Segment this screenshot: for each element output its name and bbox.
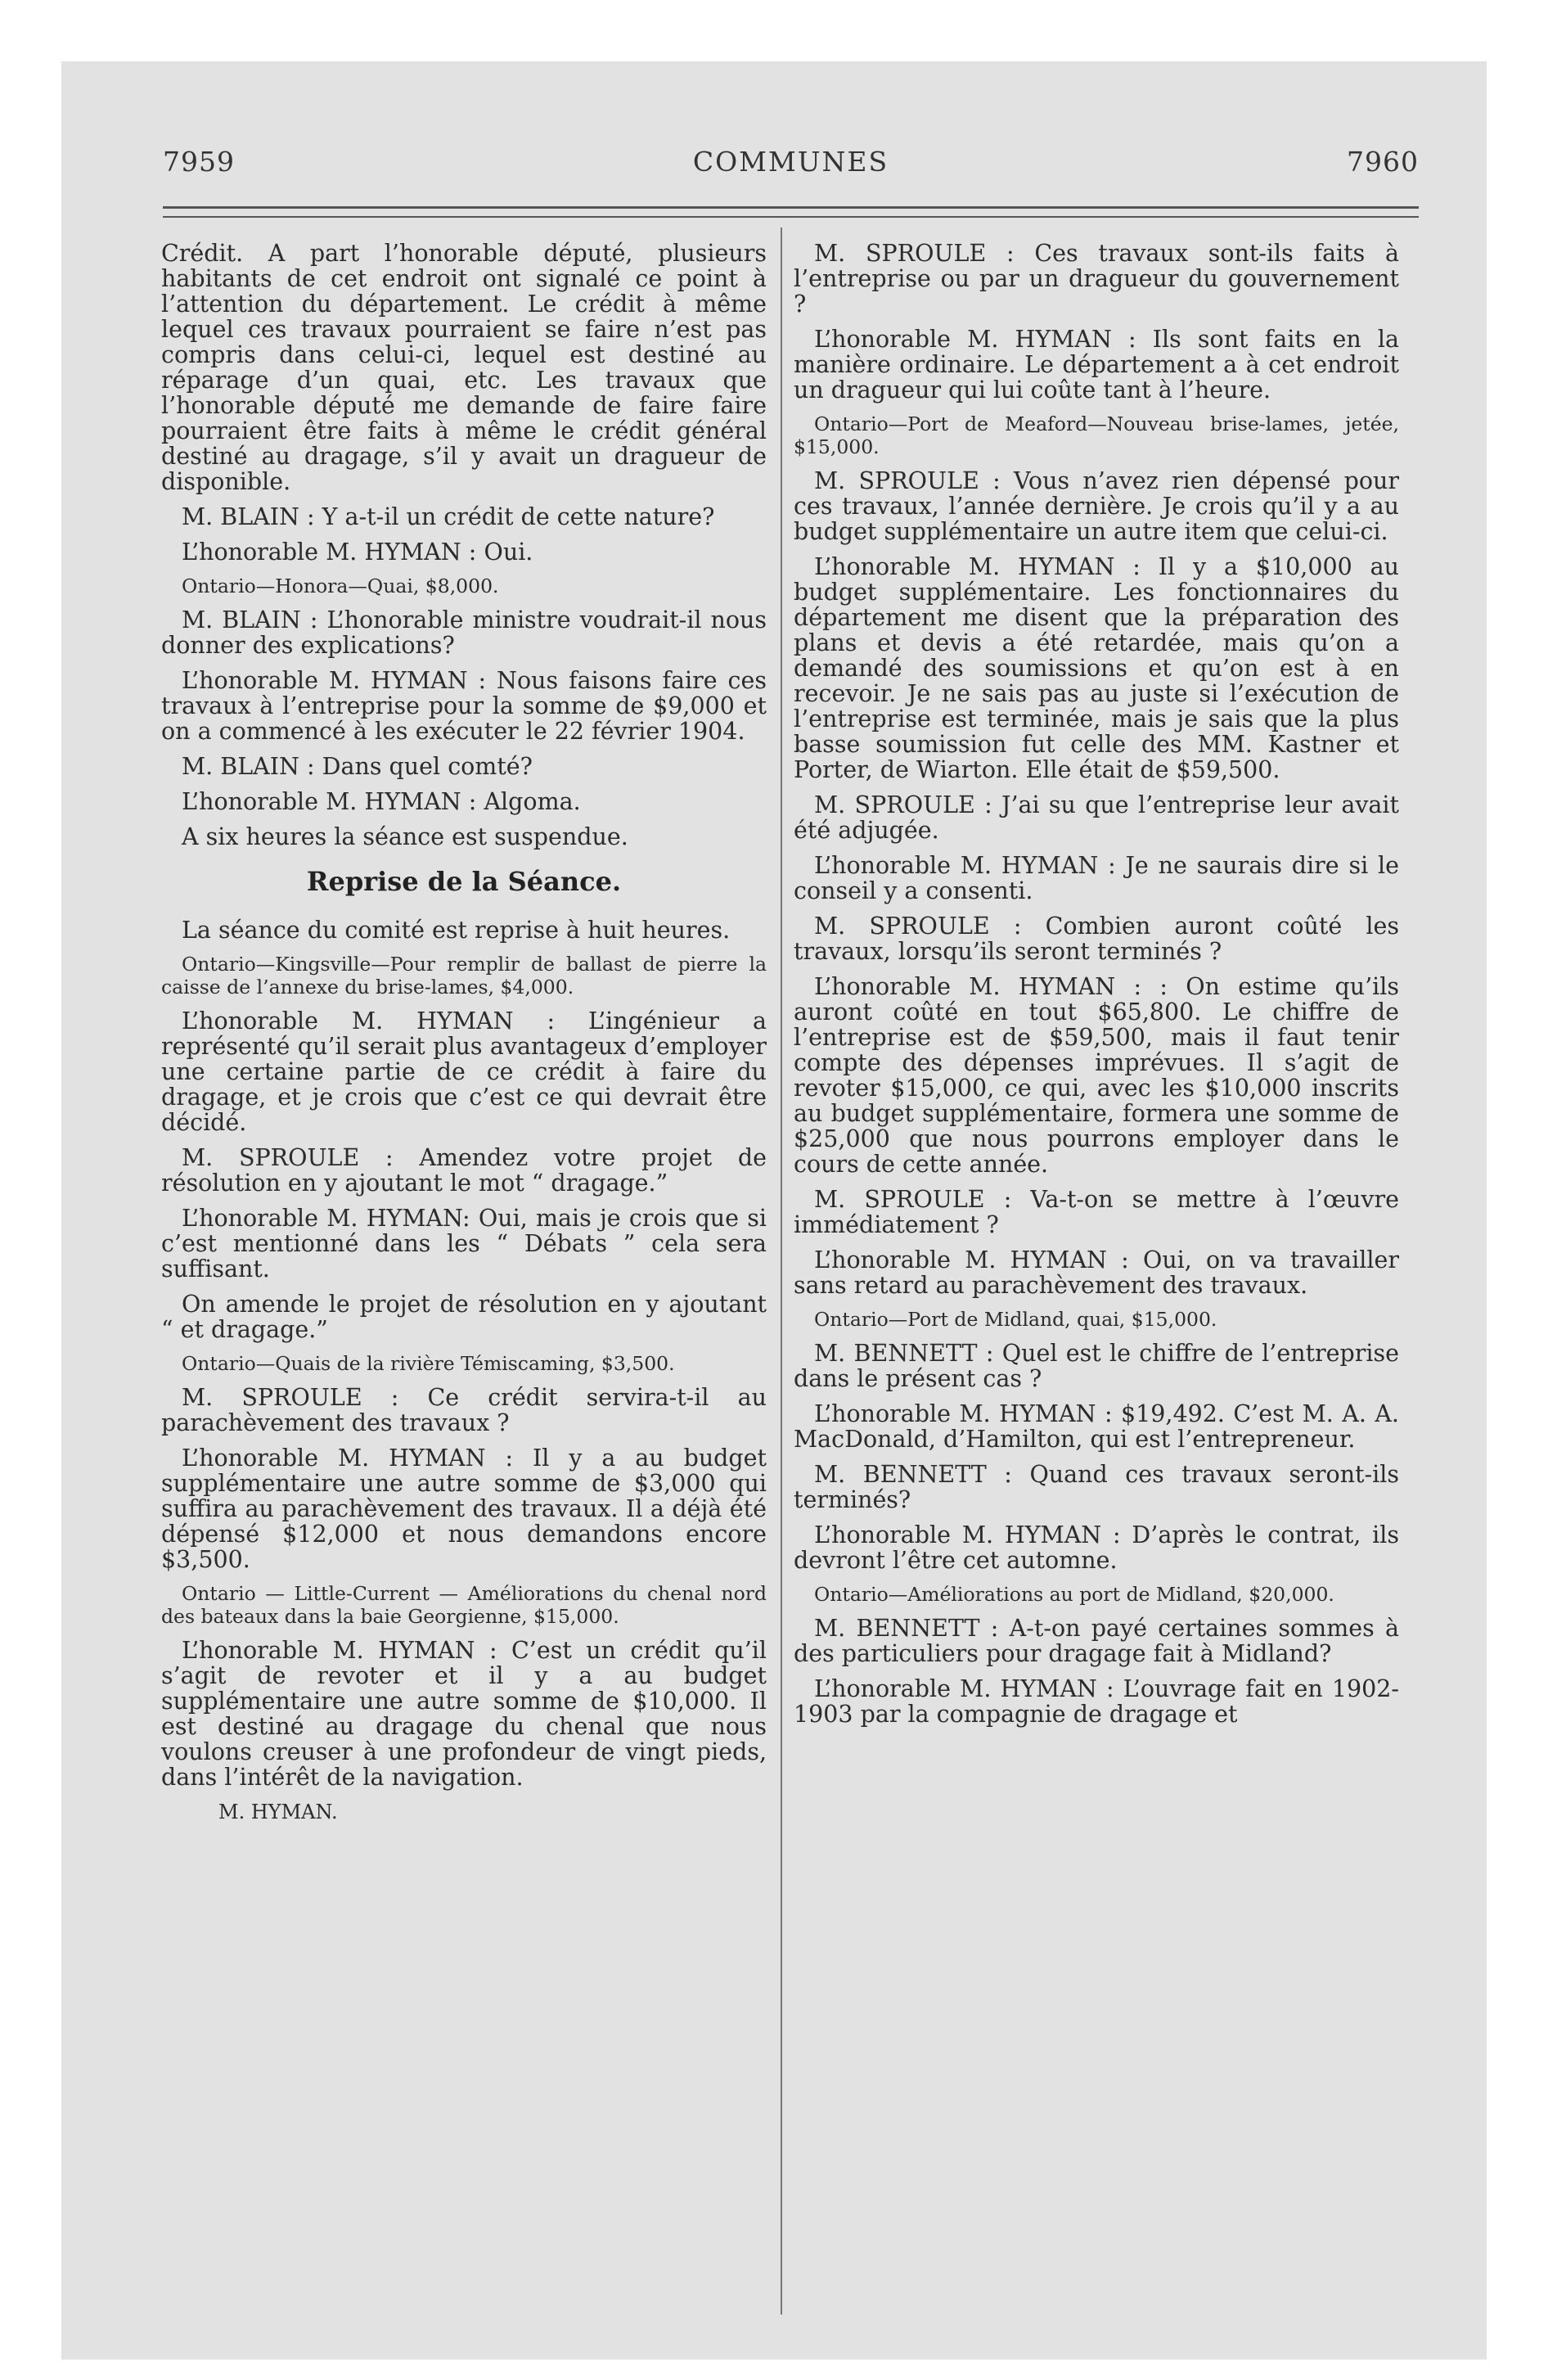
right-column [794, 241, 1399, 1737]
section-heading: Reprise de la Séance. [306, 866, 622, 897]
paragraph: L’honorable M. HYMAN : C’est un crédit qu’il s’agit de revoter et il y a au budget supplémentaire une autre somme de $10,000. Il est destiné au dragage du chenal que nous voulons creuser à une profondeur de vingt pieds, dans l’intérêt de la navigation. [161, 1637, 767, 1791]
budget-item: Ontario—Honora—Quai, $8,000. [182, 575, 499, 597]
signature: M. HYMAN. [218, 1801, 338, 1823]
paragraph: L’honorable M. HYMAN : Algoma. [182, 788, 581, 815]
paragraph: A six heures la séance est suspendue. [182, 823, 628, 850]
paragraph: L’honorable M. HYMAN : Il y a $10,000 au budget supplémentaire. Les fonctionnaires du département me disent que la préparation des plans et devis a été retardée, mais qu’on a demandé des soumissions et qu’on est à en recevoir. Je ne sais pas au juste si l’exécution de l’entreprise est terminée, mais je sais que la plus basse soumission fut celle des MM. Kastner et Porter, de Wiarton. Elle était de $59,500. [794, 553, 1399, 783]
paragraph: L’honorable M. HYMAN : Je ne saurais dire si le conseil y a consenti. [794, 852, 1399, 904]
paragraph: L’honorable M. HYMAN : L’ingénieur a représenté qu’il serait plus avantageux d’employer une certaine partie de ce crédit à faire du dragage, et je crois que c’est ce qui devrait être décidé. [161, 1007, 767, 1136]
paragraph: L’honorable M. HYMAN : Nous faisons faire ces travaux à l’entreprise pour la somme de $9,000 et on a commencé à les exécuter le 22 février 1904. [161, 667, 767, 745]
paragraph: L’honorable M. HYMAN : : On estime qu’ils auront coûté en tout $65,800. Le chiffre de l’entreprise est de $59,500, mais il faut tenir compte des dépenses imprévues. Il s’agit de revoter $15,000, ce qui, avec les $10,000 inscrits au budget supplémentaire, formera une somme de $25,000 que nous pourrons employer dans le cours de cette année. [794, 973, 1399, 1178]
paragraph: M. BENNETT : A-t-on payé certaines sommes à des particuliers pour dragage fait à Midland? [794, 1615, 1399, 1667]
budget-item: Ontario—Kingsville—Pour remplir de ballast de pierre la caisse de l’annexe du brise-lames, $4,000. [161, 953, 767, 998]
paragraph: M. BLAIN : L’honorable ministre voudrait-il nous donner des explications? [161, 606, 767, 659]
paragraph: M. SPROULE : Amendez votre projet de résolution en y ajoutant le mot “ dragage.” [161, 1144, 767, 1197]
budget-item: Ontario—Quais de la rivière Témiscaming, $3,500. [182, 1352, 675, 1375]
paragraph: L’honorable M. HYMAN : Oui, on va travailler sans retard au parachèvement des travaux. [794, 1246, 1399, 1299]
paragraph: L’honorable M. HYMAN: Oui, mais je crois que si c’est mentionné dans les “ Débats ” cela sera suffisant. [161, 1205, 767, 1282]
paragraph: M. BLAIN : Dans quel comté? [182, 753, 533, 780]
paragraph: M. SPROULE : Ces travaux sont-ils faits à l’entreprise ou par un dragueur du gouvernement ? [794, 240, 1399, 318]
paragraph: Crédit. A part l’honorable député, plusieurs habitants de cet endroit ont signalé ce point à l’attention du département. Le crédit à même lequel ces travaux pourraient se faire n’est pas compris dans celui-ci, lequel est destiné au réparage d’un quai, etc. Les travaux que l’honorable député me demande de faire faire pourraient être faits à même le crédit général destiné au dragage, s’il y avait un dragueur de disponible. [161, 240, 767, 495]
paragraph: On amende le projet de résolution en y ajoutant “ et dragage.” [161, 1291, 767, 1343]
budget-item: Ontario—Port de Midland, quai, $15,000. [814, 1308, 1217, 1331]
paragraph: M. SPROULE : Combien auront coûté les travaux, lorsqu’ils seront terminés ? [794, 913, 1399, 965]
paragraph: La séance du comité est reprise à huit heures. [182, 917, 731, 944]
paragraph: M. SPROULE : J’ai su que l’entreprise leur avait été adjugée. [794, 791, 1399, 844]
budget-item: Ontario—Améliorations au port de Midland, $20,000. [814, 1583, 1334, 1606]
paragraph: M. SPROULE : Va-t-on se mettre à l’œuvre immédiatement ? [794, 1186, 1399, 1238]
paragraph: L’honorable M. HYMAN : L’ouvrage fait en 1902-1903 par la compagnie de dragage et [794, 1675, 1399, 1728]
paragraph: L’honorable M. HYMAN : Oui. [182, 539, 533, 566]
paragraph: M. BENNETT : Quand ces travaux seront-ils terminés? [794, 1461, 1399, 1513]
paragraph: M. SPROULE : Vous n’avez rien dépensé pour ces travaux, l’année dernière. Je crois qu’il y a au budget supplémentaire un autre item que celui-ci. [794, 467, 1399, 545]
column-divider [781, 228, 782, 2315]
paragraph: L’honorable M. HYMAN : Il y a au budget supplémentaire une autre somme de $3,000 qui suffira au parachèvement des travaux. Il a déjà été dépensé $12,000 et nous demandons encore $3,500. [161, 1445, 767, 1573]
paragraph: L’honorable M. HYMAN : D’après le contrat, ils devront l’être cet automne. [794, 1521, 1399, 1574]
page-title: COMMUNES [692, 146, 889, 178]
header-rule-thin [163, 216, 1419, 218]
page-header [163, 146, 1419, 188]
paragraph: M. BENNETT : Quel est le chiffre de l’entreprise dans le présent cas ? [794, 1340, 1399, 1392]
header-rule [163, 206, 1419, 209]
left-column [161, 241, 767, 1835]
budget-item: Ontario—Port de Meaford—Nouveau brise-lames, jetée, $15,000. [794, 412, 1399, 458]
paragraph: L’honorable M. HYMAN : Ils sont faits en la manière ordinaire. Le département a à cet endroit un dragueur qui lui coûte tant à l’heure. [794, 326, 1399, 403]
page-number-right: 7960 [1347, 146, 1419, 178]
budget-item: Ontario — Little-Current — Améliorations du chenal nord des bateaux dans la baie Georgienne, $15,000. [161, 1582, 767, 1628]
page-number-left: 7959 [163, 146, 235, 178]
paragraph: M. SPROULE : Ce crédit servira-t-il au parachèvement des travaux ? [161, 1384, 767, 1436]
paragraph: M. BLAIN : Y a-t-il un crédit de cette nature? [182, 503, 715, 530]
paragraph: L’honorable M. HYMAN : $19,492. C’est M. A. A. MacDonald, d’Hamilton, qui est l’entrepreneur. [794, 1400, 1399, 1453]
